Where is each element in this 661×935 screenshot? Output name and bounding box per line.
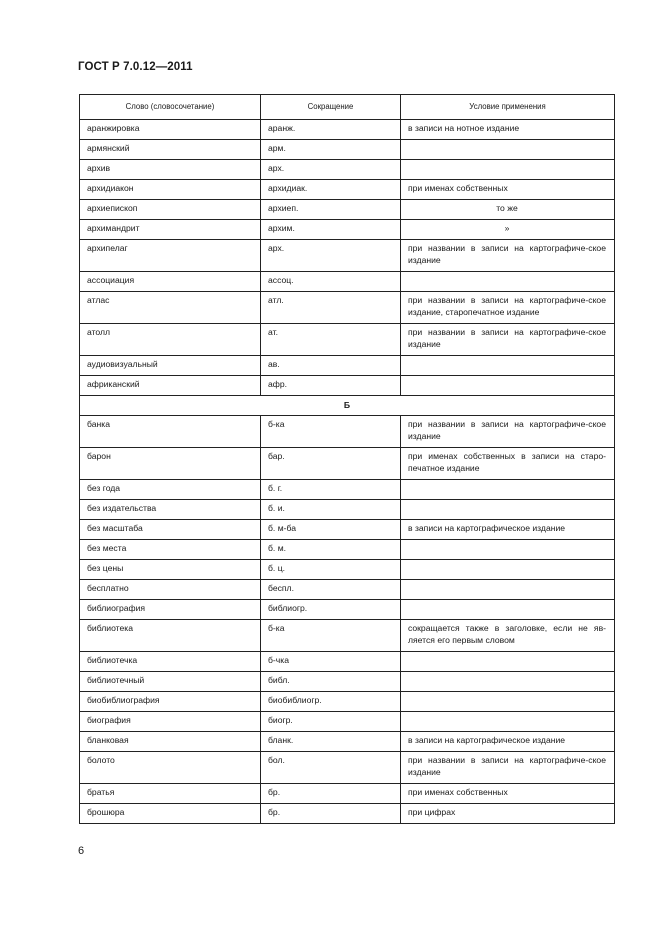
word-cell bbox=[80, 540, 261, 560]
word-cell-text: библиотечка bbox=[87, 655, 138, 665]
word-cell-text: болото bbox=[87, 755, 115, 765]
abbreviation-cell-text: афр. bbox=[268, 379, 288, 389]
condition-cell bbox=[401, 620, 615, 652]
abbreviation-cell bbox=[261, 752, 401, 784]
word-cell bbox=[80, 448, 261, 480]
abbreviation-cell bbox=[261, 804, 401, 824]
word-cell-text: африканский bbox=[87, 379, 140, 389]
condition-cell-text bbox=[401, 580, 614, 586]
condition-cell bbox=[401, 448, 615, 480]
column-header-condition: Условие применения bbox=[401, 95, 615, 120]
abbreviation-cell-text: архиеп. bbox=[268, 203, 299, 213]
word-cell bbox=[80, 416, 261, 448]
word-cell bbox=[80, 480, 261, 500]
abbreviation-cell-text: бар. bbox=[268, 451, 285, 461]
abbreviation-cell-text: б-чка bbox=[268, 655, 289, 665]
word-cell-text: банка bbox=[87, 419, 110, 429]
section-letter: Б bbox=[80, 396, 615, 416]
abbreviation-cell bbox=[261, 560, 401, 580]
condition-cell bbox=[401, 376, 615, 396]
condition-cell bbox=[401, 120, 615, 140]
table-row bbox=[80, 140, 615, 160]
table-row bbox=[80, 620, 615, 652]
word-cell bbox=[80, 784, 261, 804]
table-row bbox=[80, 804, 615, 824]
condition-cell bbox=[401, 784, 615, 804]
abbreviation-cell bbox=[261, 672, 401, 692]
word-cell-text: архимандрит bbox=[87, 223, 140, 233]
word-cell-text: библиотечный bbox=[87, 675, 145, 685]
condition-cell bbox=[401, 324, 615, 356]
word-cell bbox=[80, 620, 261, 652]
abbreviation-cell bbox=[261, 520, 401, 540]
section-row bbox=[80, 396, 615, 416]
word-cell bbox=[80, 220, 261, 240]
abbreviation-cell bbox=[261, 732, 401, 752]
condition-cell-text bbox=[401, 672, 614, 678]
word-cell bbox=[80, 292, 261, 324]
table-row bbox=[80, 692, 615, 712]
word-cell-text: ассоциация bbox=[87, 275, 135, 285]
word-cell bbox=[80, 560, 261, 580]
abbreviation-cell bbox=[261, 580, 401, 600]
condition-cell bbox=[401, 356, 615, 376]
word-cell-text: атолл bbox=[87, 327, 111, 337]
abbreviation-cell-text: архим. bbox=[268, 223, 295, 233]
abbreviation-cell-text: бол. bbox=[268, 755, 285, 765]
condition-cell-text: то же bbox=[496, 203, 518, 213]
word-cell bbox=[80, 600, 261, 620]
abbreviation-cell-text: ассоц. bbox=[268, 275, 294, 285]
condition-cell-text: при названии в записи на картографиче-ское издание bbox=[408, 755, 606, 777]
word-cell bbox=[80, 732, 261, 752]
abbreviation-cell bbox=[261, 480, 401, 500]
word-cell-text: армянский bbox=[87, 143, 130, 153]
table-row bbox=[80, 732, 615, 752]
condition-cell-text bbox=[401, 600, 614, 606]
condition-cell bbox=[401, 600, 615, 620]
abbreviation-cell bbox=[261, 692, 401, 712]
abbreviation-cell bbox=[261, 120, 401, 140]
abbreviation-cell-text: бр. bbox=[268, 807, 281, 817]
abbreviation-cell bbox=[261, 712, 401, 732]
abbreviation-cell-text: арм. bbox=[268, 143, 286, 153]
condition-cell bbox=[401, 692, 615, 712]
abbreviation-cell bbox=[261, 620, 401, 652]
abbreviation-cell bbox=[261, 376, 401, 396]
table-row bbox=[80, 160, 615, 180]
condition-cell bbox=[401, 520, 615, 540]
condition-cell bbox=[401, 580, 615, 600]
condition-cell bbox=[401, 240, 615, 272]
word-cell-text: архив bbox=[87, 163, 111, 173]
condition-cell-text: при именах собственных в записи на старо-печатное издание bbox=[408, 451, 606, 473]
word-cell bbox=[80, 140, 261, 160]
abbreviation-cell bbox=[261, 500, 401, 520]
word-cell-text: биобиблиография bbox=[87, 695, 160, 705]
table-row bbox=[80, 600, 615, 620]
abbreviation-cell-text: б. м. bbox=[268, 543, 286, 553]
word-cell-text: архиепископ bbox=[87, 203, 138, 213]
condition-cell-text bbox=[401, 160, 614, 166]
table-row bbox=[80, 180, 615, 200]
word-cell-text: аранжировка bbox=[87, 123, 140, 133]
word-cell-text: без места bbox=[87, 543, 127, 553]
condition-cell-text bbox=[401, 692, 614, 698]
word-cell-text: без масштаба bbox=[87, 523, 143, 533]
word-cell bbox=[80, 652, 261, 672]
condition-cell-text: при названии в записи на картографиче-ское издание, старопечатное издание bbox=[408, 295, 606, 317]
abbreviation-cell-text: б-ка bbox=[268, 419, 285, 429]
condition-cell bbox=[401, 712, 615, 732]
word-cell bbox=[80, 752, 261, 784]
table-row bbox=[80, 416, 615, 448]
abbreviation-cell-text: беспл. bbox=[268, 583, 294, 593]
abbreviation-cell bbox=[261, 292, 401, 324]
abbreviation-cell-text: бр. bbox=[268, 787, 281, 797]
word-cell-text: без цены bbox=[87, 563, 124, 573]
condition-cell bbox=[401, 160, 615, 180]
condition-cell bbox=[401, 272, 615, 292]
word-cell-text: биография bbox=[87, 715, 131, 725]
table-row bbox=[80, 784, 615, 804]
abbreviation-cell bbox=[261, 784, 401, 804]
word-cell bbox=[80, 520, 261, 540]
table-row bbox=[80, 500, 615, 520]
abbreviation-cell-text: биогр. bbox=[268, 715, 293, 725]
condition-cell-text: при названии в записи на картографиче-ское издание bbox=[408, 243, 606, 265]
condition-cell-text: сокращается также в заголовке, если не яв-ляется его первым словом bbox=[408, 623, 606, 645]
condition-cell bbox=[401, 480, 615, 500]
abbreviation-cell-text: б. и. bbox=[268, 503, 285, 513]
abbreviation-cell bbox=[261, 272, 401, 292]
table-body bbox=[80, 120, 615, 824]
table-row bbox=[80, 200, 615, 220]
abbreviation-cell bbox=[261, 540, 401, 560]
condition-cell-text: при названии в записи на картографиче-ское издание bbox=[408, 419, 606, 441]
table-row bbox=[80, 560, 615, 580]
word-cell-text: без издательства bbox=[87, 503, 157, 513]
abbreviation-cell-text: ав. bbox=[268, 359, 280, 369]
word-cell-text: архидиакон bbox=[87, 183, 134, 193]
document-header: ГОСТ Р 7.0.12—2011 bbox=[78, 61, 193, 73]
table-row bbox=[80, 376, 615, 396]
table-row bbox=[80, 220, 615, 240]
abbreviation-cell bbox=[261, 448, 401, 480]
table-row bbox=[80, 480, 615, 500]
word-cell-text: библиотека bbox=[87, 623, 134, 633]
abbreviation-cell bbox=[261, 600, 401, 620]
abbreviation-cell bbox=[261, 160, 401, 180]
abbreviation-cell-text: атл. bbox=[268, 295, 284, 305]
condition-cell-text: при именах собственных bbox=[408, 183, 508, 193]
table-row bbox=[80, 672, 615, 692]
word-cell bbox=[80, 324, 261, 356]
condition-cell bbox=[401, 560, 615, 580]
condition-cell bbox=[401, 416, 615, 448]
table-row bbox=[80, 324, 615, 356]
condition-cell-text: при именах собственных bbox=[408, 787, 508, 797]
table-row bbox=[80, 356, 615, 376]
condition-cell bbox=[401, 540, 615, 560]
word-cell bbox=[80, 672, 261, 692]
abbreviation-cell-text: б. м-ба bbox=[268, 523, 296, 533]
condition-cell bbox=[401, 180, 615, 200]
word-cell bbox=[80, 356, 261, 376]
abbreviation-cell-text: арх. bbox=[268, 243, 285, 253]
condition-cell-text: » bbox=[504, 223, 510, 233]
abbreviation-cell-text: биобиблиогр. bbox=[268, 695, 322, 705]
table-row bbox=[80, 240, 615, 272]
condition-cell-text bbox=[401, 500, 614, 506]
abbreviation-cell-text: бланк. bbox=[268, 735, 294, 745]
condition-cell bbox=[401, 752, 615, 784]
table-header-row bbox=[80, 95, 615, 120]
condition-cell-text: в записи на картографическое издание bbox=[408, 735, 566, 745]
abbreviation-cell-text: аранж. bbox=[268, 123, 296, 133]
condition-cell bbox=[401, 200, 615, 220]
abbreviation-cell-text: б. г. bbox=[268, 483, 283, 493]
abbreviation-cell bbox=[261, 324, 401, 356]
word-cell bbox=[80, 160, 261, 180]
condition-cell-text: при цифрах bbox=[408, 807, 456, 817]
condition-cell-text: при названии в записи на картографиче-ское издание bbox=[408, 327, 606, 349]
word-cell bbox=[80, 200, 261, 220]
condition-cell bbox=[401, 140, 615, 160]
abbreviation-cell-text: б-ка bbox=[268, 623, 285, 633]
condition-cell bbox=[401, 672, 615, 692]
abbreviation-cell bbox=[261, 140, 401, 160]
word-cell bbox=[80, 712, 261, 732]
abbreviation-cell-text: библиогр. bbox=[268, 603, 308, 613]
word-cell bbox=[80, 500, 261, 520]
condition-cell-text bbox=[401, 376, 614, 382]
word-cell bbox=[80, 376, 261, 396]
abbreviation-cell-text: б. ц. bbox=[268, 563, 286, 573]
word-cell bbox=[80, 240, 261, 272]
condition-cell bbox=[401, 652, 615, 672]
word-cell bbox=[80, 180, 261, 200]
abbreviation-cell bbox=[261, 220, 401, 240]
word-cell-text: без года bbox=[87, 483, 121, 493]
abbreviation-cell bbox=[261, 416, 401, 448]
table-row bbox=[80, 712, 615, 732]
condition-cell-text bbox=[401, 480, 614, 486]
column-header-abbreviation: Сокращение bbox=[261, 95, 401, 120]
condition-cell-text bbox=[401, 356, 614, 362]
table-row bbox=[80, 752, 615, 784]
word-cell bbox=[80, 272, 261, 292]
word-cell-text: бланковая bbox=[87, 735, 129, 745]
word-cell bbox=[80, 804, 261, 824]
table-row bbox=[80, 448, 615, 480]
word-cell-text: архипелаг bbox=[87, 243, 128, 253]
condition-cell-text bbox=[401, 272, 614, 278]
condition-cell-text: в записи на нотное издание bbox=[408, 123, 520, 133]
abbreviation-cell bbox=[261, 356, 401, 376]
column-header-word: Слово (словосочетание) bbox=[80, 95, 261, 120]
abbreviation-table bbox=[79, 94, 615, 824]
word-cell-text: барон bbox=[87, 451, 111, 461]
table-row bbox=[80, 540, 615, 560]
word-cell-text: братья bbox=[87, 787, 115, 797]
table-row bbox=[80, 520, 615, 540]
word-cell bbox=[80, 580, 261, 600]
condition-cell-text bbox=[401, 712, 614, 718]
condition-cell-text: в записи на картографическое издание bbox=[408, 523, 566, 533]
condition-cell bbox=[401, 220, 615, 240]
word-cell bbox=[80, 120, 261, 140]
table-row bbox=[80, 580, 615, 600]
condition-cell-text bbox=[401, 560, 614, 566]
word-cell-text: брошюра bbox=[87, 807, 125, 817]
condition-cell bbox=[401, 292, 615, 324]
abbreviation-cell-text: арх. bbox=[268, 163, 285, 173]
table-row bbox=[80, 652, 615, 672]
word-cell-text: библиография bbox=[87, 603, 146, 613]
abbreviation-cell-text: библ. bbox=[268, 675, 290, 685]
abbreviation-cell-text: архидиак. bbox=[268, 183, 308, 193]
condition-cell bbox=[401, 804, 615, 824]
table-row bbox=[80, 120, 615, 140]
page-number: 6 bbox=[78, 845, 85, 857]
condition-cell-text bbox=[401, 540, 614, 546]
condition-cell bbox=[401, 500, 615, 520]
table-row bbox=[80, 292, 615, 324]
condition-cell-text bbox=[401, 652, 614, 658]
word-cell-text: бесплатно bbox=[87, 583, 129, 593]
word-cell-text: аудиовизуальный bbox=[87, 359, 158, 369]
abbreviation-cell bbox=[261, 180, 401, 200]
abbreviation-cell-text: ат. bbox=[268, 327, 278, 337]
abbreviation-cell bbox=[261, 652, 401, 672]
abbreviation-cell bbox=[261, 200, 401, 220]
condition-cell-text bbox=[401, 140, 614, 146]
word-cell bbox=[80, 692, 261, 712]
condition-cell bbox=[401, 732, 615, 752]
table-row bbox=[80, 272, 615, 292]
word-cell-text: атлас bbox=[87, 295, 110, 305]
abbreviation-cell bbox=[261, 240, 401, 272]
